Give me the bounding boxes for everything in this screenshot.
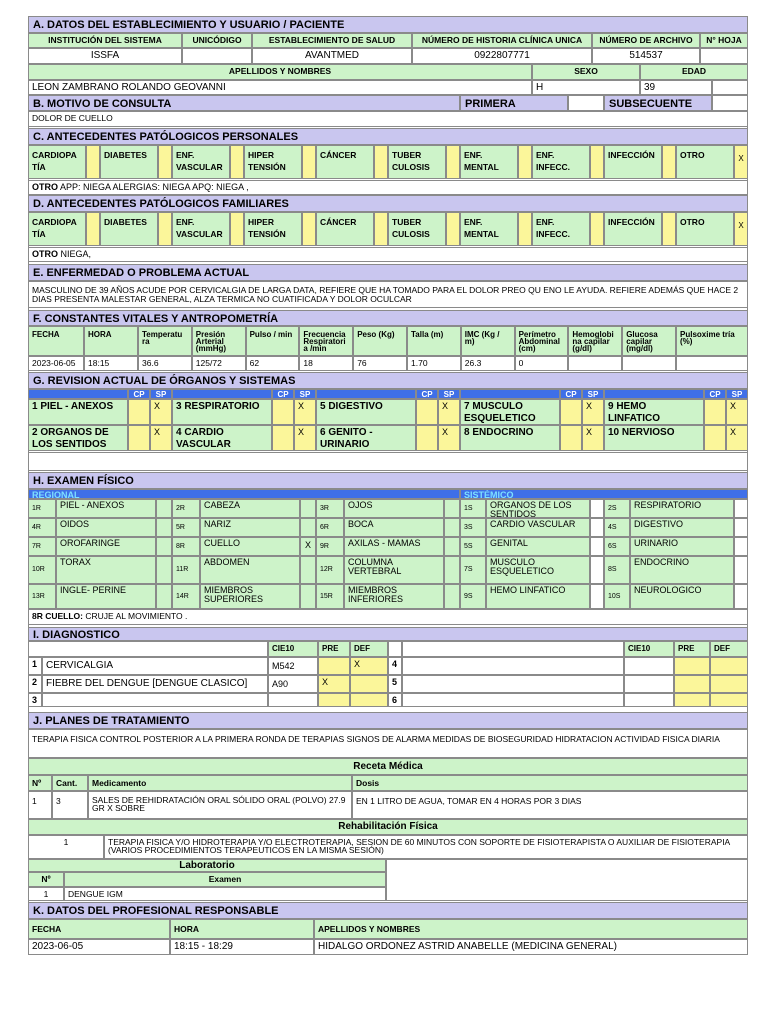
cp-header-4: CP (704, 389, 726, 399)
receta-title: Receta Médica (28, 758, 748, 775)
rehab-n: 1 (28, 835, 104, 859)
regional-mark (444, 556, 460, 584)
vital-value-10 (568, 356, 622, 371)
dx-header-def: DEF (350, 641, 388, 657)
antecedente-1: DIABETES (100, 212, 158, 246)
regional-item: ABDOMEN (200, 556, 300, 584)
antecedentes-familiares-otro (28, 247, 748, 262)
cp-header-2: CP (416, 389, 438, 399)
header-apellidos-nombres: APELLIDOS Y NOMBRES (28, 64, 532, 80)
note-label: 8R CUELLO: (32, 611, 83, 621)
receta-header-dosis: Dosis (352, 775, 748, 791)
organ-1-1: 4 CARDIO VASCULAR (172, 425, 272, 451)
organ-cp-0-3 (560, 399, 582, 425)
organ-cp-1-4 (704, 425, 726, 451)
vital-value-3: 125/72 (192, 356, 246, 371)
vital-value-6: 76 (353, 356, 407, 371)
sistemico-item: MUSCULO ESQUELETICO (486, 556, 590, 584)
cp-header-3: CP (560, 389, 582, 399)
otro-text: APP: NIEGA ALERGIAS: NIEGA APQ: NIEGA , (60, 182, 249, 192)
antecedente-mark-5 (446, 212, 460, 246)
organ-1-4: 10 NERVIOSO (604, 425, 704, 451)
sp-header-4: SP (726, 389, 748, 399)
organ-1-0: 2 ORGANOS DE LOS SENTIDOS (28, 425, 128, 451)
organ-sp-1-0: X (150, 425, 172, 451)
rehab-title: Rehabilitación Física (28, 819, 748, 835)
antecedente-mark-3 (302, 212, 316, 246)
organ-sp-0-1: X (294, 399, 316, 425)
antecedente-mark-6 (518, 212, 532, 246)
vital-header-5: Frecuencia Respiratori a /min (299, 326, 353, 356)
regional-code: 10R (28, 556, 56, 584)
vital-value-0: 2023-06-05 (28, 356, 84, 371)
antecedente-8: INFECCIÓN (604, 145, 662, 179)
organ-sp-1-1: X (294, 425, 316, 451)
organ-0-3: 7 MUSCULO ESQUELETICO (460, 399, 560, 425)
dx-cie10-2 (624, 675, 674, 693)
antecedente-mark-3 (302, 145, 316, 179)
dx-header-blank-2 (402, 641, 624, 657)
antecedente-2: ENF. VASCULAR (172, 145, 230, 179)
section-e-title: E. ENFERMEDAD O PROBLEMA ACTUAL (28, 264, 748, 281)
antecedente-mark-8 (662, 145, 676, 179)
section-a-title: A. DATOS DEL ESTABLECIMIENTO Y USUARIO / PACIENTE (28, 16, 748, 33)
antecedente-mark-0 (86, 212, 100, 246)
regional-code: 4R (28, 518, 56, 537)
note-text: CRUJE AL MOVIMIENTO . (85, 611, 188, 621)
sistemico-mark (590, 499, 604, 518)
vital-value-4: 62 (246, 356, 300, 371)
sistemico-mark (590, 518, 604, 537)
receta-header-medicamento: Medicamento (88, 775, 352, 791)
regional-code: 6R (316, 518, 344, 537)
k-header-apellidos: APELLIDOS Y NOMBRES (314, 919, 748, 939)
dx-pre-2 (674, 693, 710, 707)
enfermedad-actual-text: MASCULINO DE 39 AÑOS ACUDE POR CERVICALGIA DE LARGA DATA, REFIERE QUE HA TOMADO PARA EL DOLOR PREO QU ENO LE AYUDA. REFIERE ADEMÁS QUE HACE 2 DIAS PRESENTA MALESTAR GENERAL, ALZA TERMICA NO CUATIFICADA Y DOLOR OCULCAR (28, 281, 748, 308)
vital-value-11 (622, 356, 676, 371)
vital-header-9: Perímetro Abdominal (cm) (515, 326, 569, 356)
institucion-value: ISSFA (28, 48, 182, 64)
antecedente-mark-4 (374, 212, 388, 246)
lab-examen: DENGUE IGM (64, 887, 386, 901)
dx-header-pre-2: PRE (674, 641, 710, 657)
organ-1-2: 6 GENITO - URINARIO (316, 425, 416, 451)
antecedente-5: TUBER CULOSIS (388, 212, 446, 246)
regional-code: 8R (172, 537, 200, 556)
regional-code: 14R (172, 584, 200, 609)
sistemico-code: 10S (604, 584, 630, 609)
dx-def-2 (710, 657, 748, 675)
sistemico-item: NEUROLOGICO (630, 584, 734, 609)
regional-item: CUELLO (200, 537, 300, 556)
section-d-title: D. ANTECEDENTES PATÓLOGICOS FAMILIARES (28, 195, 748, 212)
dx-def-2 (710, 675, 748, 693)
primera-box (568, 95, 604, 111)
dx-number: 1 (28, 657, 42, 675)
antecedente-1: DIABETES (100, 145, 158, 179)
organ-0-1: 3 RESPIRATORIO (172, 399, 272, 425)
dx-description: CERVICALGIA (42, 657, 268, 675)
section-i-title: I. DIAGNOSTICO (28, 627, 748, 641)
vital-value-2: 36.6 (138, 356, 192, 371)
section-b-title: B. MOTIVO DE CONSULTA (28, 95, 460, 111)
organ-sp-0-3: X (582, 399, 604, 425)
regional-item: NARIZ (200, 518, 300, 537)
regional-mark (156, 537, 172, 556)
dx-description-2 (402, 693, 624, 707)
dx-header-cie10: CIE10 (268, 641, 318, 657)
vital-header-12: Pulsoxime tría (%) (676, 326, 748, 356)
sp-header-0: SP (150, 389, 172, 399)
sistemico-code: 5S (460, 537, 486, 556)
sistemico-header: SISTÉMICO (460, 489, 748, 499)
sistemico-code: 4S (604, 518, 630, 537)
sistemico-item: URINARIO (630, 537, 734, 556)
header-sexo: SEXO (532, 64, 640, 80)
antecedente-4: CÁNCER (316, 145, 374, 179)
cp-sp-header-blank-4 (604, 389, 704, 399)
antecedente-mark-9: X (734, 145, 748, 179)
antecedente-7: ENF. INFECC. (532, 212, 590, 246)
antecedente-mark-6 (518, 145, 532, 179)
dx-cie10-2 (624, 693, 674, 707)
organ-cp-1-2 (416, 425, 438, 451)
regional-code: 13R (28, 584, 56, 609)
patient-sex: H (532, 80, 640, 95)
receta-dosis: EN 1 LITRO DE AGUA, TOMAR EN 4 HORAS POR 3 DIAS (352, 791, 748, 819)
sistemico-item: RESPIRATORIO (630, 499, 734, 518)
physical-exam-note (28, 609, 748, 625)
regional-mark (444, 584, 460, 609)
receta-n: 1 (28, 791, 52, 819)
regional-item: OIDOS (56, 518, 156, 537)
cp-header-0: CP (128, 389, 150, 399)
organ-sp-0-0: X (150, 399, 172, 425)
patient-age: 39 (640, 80, 712, 95)
sistemico-mark (590, 556, 604, 584)
primera-label: PRIMERA (460, 95, 568, 111)
organ-sp-0-4: X (726, 399, 748, 425)
otro-label: OTRO (32, 249, 58, 259)
regional-mark (300, 518, 316, 537)
regional-code: 1R (28, 499, 56, 518)
vital-header-11: Glucosa capilar (mg/dl) (622, 326, 676, 356)
organ-cp-1-1 (272, 425, 294, 451)
sp-header-3: SP (582, 389, 604, 399)
regional-mark (156, 499, 172, 518)
header-edad: EDAD (640, 64, 748, 80)
antecedente-mark-2 (230, 145, 244, 179)
lab-n: 1 (28, 887, 64, 901)
regional-item: OJOS (344, 499, 444, 518)
organ-cp-1-0 (128, 425, 150, 451)
regional-item: INGLE- PERINE (56, 584, 156, 609)
regional-item: PIEL - ANEXOS (56, 499, 156, 518)
dx-cie10 (268, 693, 318, 707)
antecedente-9: OTRO (676, 212, 734, 246)
lab-header-n: Nº (28, 872, 64, 887)
receta-header-n: Nº (28, 775, 52, 791)
antecedente-3: HIPER TENSIÓN (244, 212, 302, 246)
antecedente-7: ENF. INFECC. (532, 145, 590, 179)
sistemico-mark (590, 584, 604, 609)
establecimiento-value: AVANTMED (252, 48, 412, 64)
antecedente-mark-9: X (734, 212, 748, 246)
dx-def (350, 675, 388, 693)
section-k-title: K. DATOS DEL PROFESIONAL RESPONSABLE (28, 902, 748, 919)
header-historia-clinica: NÚMERO DE HISTORIA CLÍNICA UNICA (412, 33, 592, 48)
receta-header-cant: Cant. (52, 775, 88, 791)
sistemico-item: CARDIO VASCULAR (486, 518, 590, 537)
regional-code: 7R (28, 537, 56, 556)
otro-text: NIEGA, (60, 249, 92, 259)
dx-def-2 (710, 693, 748, 707)
antecedente-4: CÁNCER (316, 212, 374, 246)
dx-number-2: 6 (388, 693, 402, 707)
sistemico-code: 2S (604, 499, 630, 518)
antecedente-5: TUBER CULOSIS (388, 145, 446, 179)
header-hoja: N° HOJA (700, 33, 748, 48)
vital-value-9: 0 (515, 356, 569, 371)
regional-item: MIEMBROS INFERIORES (344, 584, 444, 609)
antecedente-6: ENF. MENTAL (460, 212, 518, 246)
regional-item: COLUMNA VERTEBRAL (344, 556, 444, 584)
sistemico-item: ENDOCRINO (630, 556, 734, 584)
antecedente-0: CARDIOPA TÍA (28, 212, 86, 246)
age-extra-cell (712, 80, 748, 95)
organ-cp-0-4 (704, 399, 726, 425)
regional-mark (156, 556, 172, 584)
antecedente-mark-1 (158, 212, 172, 246)
sistemico-code: 1S (460, 499, 486, 518)
sistemico-code: 9S (460, 584, 486, 609)
section-f-title: F. CONSTANTES VITALES Y ANTROPOMETRÍA (28, 310, 748, 326)
cp-sp-header-blank-0 (28, 389, 128, 399)
regional-mark (444, 499, 460, 518)
numero-archivo-value: 514537 (592, 48, 700, 64)
dx-header-cie10-2: CIE10 (624, 641, 674, 657)
vital-value-7: 1.70 (407, 356, 461, 371)
k-header-hora: HORA (170, 919, 314, 939)
cp-sp-header-blank-3 (460, 389, 560, 399)
regional-item: TORAX (56, 556, 156, 584)
sistemico-mark (734, 584, 748, 609)
header-institucion: INSTITUCIÓN DEL SISTEMA (28, 33, 182, 48)
section-c-title: C. ANTECEDENTES PATÓLOGICOS PERSONALES (28, 128, 748, 145)
regional-code: 2R (172, 499, 200, 518)
regional-mark: X (300, 537, 316, 556)
dx-description (42, 693, 268, 707)
antecedente-mark-8 (662, 212, 676, 246)
dx-description-2 (402, 675, 624, 693)
header-numero-archivo: NÚMERO DE ARCHIVO (592, 33, 700, 48)
antecedente-6: ENF. MENTAL (460, 145, 518, 179)
organs-review-notes (28, 452, 748, 471)
regional-mark (444, 537, 460, 556)
organ-sp-1-2: X (438, 425, 460, 451)
k-header-fecha: FECHA (28, 919, 170, 939)
lab-title: Laboratorio (28, 859, 386, 872)
vital-header-4: Pulso / min (246, 326, 300, 356)
sistemico-item: GENITAL (486, 537, 590, 556)
hoja-value (700, 48, 748, 64)
regional-item: AXILAS - MAMAS (344, 537, 444, 556)
regional-mark (300, 556, 316, 584)
regional-mark (300, 499, 316, 518)
vital-value-12 (676, 356, 748, 371)
dx-cie10: A90 (268, 675, 318, 693)
dx-header-blank (28, 641, 268, 657)
sistemico-item: HEMO LINFATICO (486, 584, 590, 609)
regional-mark (300, 584, 316, 609)
sistemico-code: 7S (460, 556, 486, 584)
antecedente-mark-4 (374, 145, 388, 179)
organ-0-0: 1 PIEL - ANEXOS (28, 399, 128, 425)
antecedente-9: OTRO (676, 145, 734, 179)
vital-header-3: Presión Arterial (mmHg) (192, 326, 246, 356)
dx-cie10: M542 (268, 657, 318, 675)
dx-pre: X (318, 675, 350, 693)
regional-mark (156, 518, 172, 537)
sistemico-mark (590, 537, 604, 556)
sistemico-item: ORGANOS DE LOS SENTIDOS (486, 499, 590, 518)
dx-pre (318, 693, 350, 707)
dx-description: FIEBRE DEL DENGUE [DENGUE CLASICO] (42, 675, 268, 693)
antecedente-mark-7 (590, 145, 604, 179)
dx-number: 3 (28, 693, 42, 707)
lab-header-examen: Examen (64, 872, 386, 887)
tratamiento-text: TERAPIA FISICA CONTROL POSTERIOR A LA PRIMERA RONDA DE TERAPIAS SIGNOS DE ALARMA MEDIDAS DE BIOSEGURIDAD HIDRATACION ACTIVIDAD FISICA DIARIA (28, 729, 748, 758)
organ-sp-1-4: X (726, 425, 748, 451)
sistemico-mark (734, 499, 748, 518)
organ-cp-1-3 (560, 425, 582, 451)
antecedente-2: ENF. VASCULAR (172, 212, 230, 246)
antecedente-mark-0 (86, 145, 100, 179)
dx-header-def-2: DEF (710, 641, 748, 657)
antecedente-0: CARDIOPA TÍA (28, 145, 86, 179)
unicodigo-value (182, 48, 252, 64)
section-h-title: H. EXAMEN FÍSICO (28, 472, 748, 489)
regional-item: CABEZA (200, 499, 300, 518)
vital-value-8: 26.3 (461, 356, 515, 371)
regional-code: 5R (172, 518, 200, 537)
receta-medicamento: SALES DE REHIDRATACIÓN ORAL SÓLIDO ORAL (POLVO) 27.9 GR X SOBRE (88, 791, 352, 819)
antecedentes-personales-otro (28, 180, 748, 195)
vital-value-1: 18:15 (84, 356, 138, 371)
rehab-text: TERAPIA FISICA Y/O HIDROTERAPIA Y/O ELECTROTERAPIA, SESION DE 60 MINUTOS CON SOPORTE DE FISIOTERAPISTA O AUXILIAR DE FISIOTERAPIA (VARIOS PROCEDIMIENTOS TERAPEUTICOS EN LA MISMA SESIÓN) (104, 835, 748, 859)
organ-0-2: 5 DIGESTIVO (316, 399, 416, 425)
k-profesional-value: HIDALGO ORDONEZ ASTRID ANABELLE (MEDICINA GENERAL) (314, 939, 748, 955)
patient-name: LEON ZAMBRANO ROLANDO GEOVANNI (28, 80, 532, 95)
regional-item: OROFARINGE (56, 537, 156, 556)
antecedente-mark-5 (446, 145, 460, 179)
k-hora-value: 18:15 - 18:29 (170, 939, 314, 955)
section-g-title: G. REVISION ACTUAL DE ÓRGANOS Y SISTEMAS (28, 372, 748, 389)
dx-pre-2 (674, 657, 710, 675)
dx-number-2: 5 (388, 675, 402, 693)
vital-header-6: Peso (Kg) (353, 326, 407, 356)
receta-cant: 3 (52, 791, 88, 819)
sistemico-code: 8S (604, 556, 630, 584)
dx-cie10-2 (624, 657, 674, 675)
antecedente-mark-1 (158, 145, 172, 179)
k-fecha-value: 2023-06-05 (28, 939, 170, 955)
dx-pre (318, 657, 350, 675)
regional-mark (444, 518, 460, 537)
regional-header: REGIONAL (28, 489, 460, 499)
subsecuente-box (712, 95, 748, 111)
sistemico-code: 3S (460, 518, 486, 537)
lab-side-box (386, 859, 748, 901)
regional-code: 3R (316, 499, 344, 518)
motivo-consulta-text: DOLOR DE CUELLO (28, 111, 748, 127)
organ-cp-0-1 (272, 399, 294, 425)
regional-mark (156, 584, 172, 609)
vital-header-8: IMC (Kg / m) (461, 326, 515, 356)
dx-def: X (350, 657, 388, 675)
sistemico-mark (734, 537, 748, 556)
sp-header-1: SP (294, 389, 316, 399)
otro-label: OTRO (32, 182, 58, 192)
regional-code: 15R (316, 584, 344, 609)
antecedente-8: INFECCIÓN (604, 212, 662, 246)
antecedente-mark-7 (590, 212, 604, 246)
regional-code: 9R (316, 537, 344, 556)
cp-header-1: CP (272, 389, 294, 399)
vital-value-5: 18 (299, 356, 353, 371)
regional-item: MIEMBROS SUPERIORES (200, 584, 300, 609)
cp-sp-header-blank-2 (316, 389, 416, 399)
regional-item: BOCA (344, 518, 444, 537)
organ-sp-1-3: X (582, 425, 604, 451)
sistemico-code: 6S (604, 537, 630, 556)
sp-header-2: SP (438, 389, 460, 399)
regional-code: 12R (316, 556, 344, 584)
sistemico-mark (734, 556, 748, 584)
vital-header-0: FECHA (28, 326, 84, 356)
organ-cp-0-2 (416, 399, 438, 425)
organ-sp-0-2: X (438, 399, 460, 425)
organ-0-4: 9 HEMO LINFATICO (604, 399, 704, 425)
dx-number-2: 4 (388, 657, 402, 675)
dx-number: 2 (28, 675, 42, 693)
subsecuente-label: SUBSECUENTE (604, 95, 712, 111)
dx-description-2 (402, 657, 624, 675)
dx-header-pre: PRE (318, 641, 350, 657)
antecedente-mark-2 (230, 212, 244, 246)
section-j-title: J. PLANES DE TRATAMIENTO (28, 712, 748, 729)
vital-header-7: Talla (m) (407, 326, 461, 356)
cp-sp-header-blank-1 (172, 389, 272, 399)
dx-header-spacer (388, 641, 402, 657)
dx-def (350, 693, 388, 707)
vital-header-1: HORA (84, 326, 138, 356)
header-establecimiento: ESTABLECIMIENTO DE SALUD (252, 33, 412, 48)
antecedente-3: HIPER TENSIÓN (244, 145, 302, 179)
dx-pre-2 (674, 675, 710, 693)
vital-header-10: Hemoglobi na capilar (g/dl) (568, 326, 622, 356)
header-unicodigo: UNICÓDIGO (182, 33, 252, 48)
sistemico-mark (734, 518, 748, 537)
vital-header-2: Temperatu ra (138, 326, 192, 356)
historia-clinica-value: 0922807771 (412, 48, 592, 64)
sistemico-item: DIGESTIVO (630, 518, 734, 537)
organ-cp-0-0 (128, 399, 150, 425)
regional-code: 11R (172, 556, 200, 584)
organ-1-3: 8 ENDOCRINO (460, 425, 560, 451)
